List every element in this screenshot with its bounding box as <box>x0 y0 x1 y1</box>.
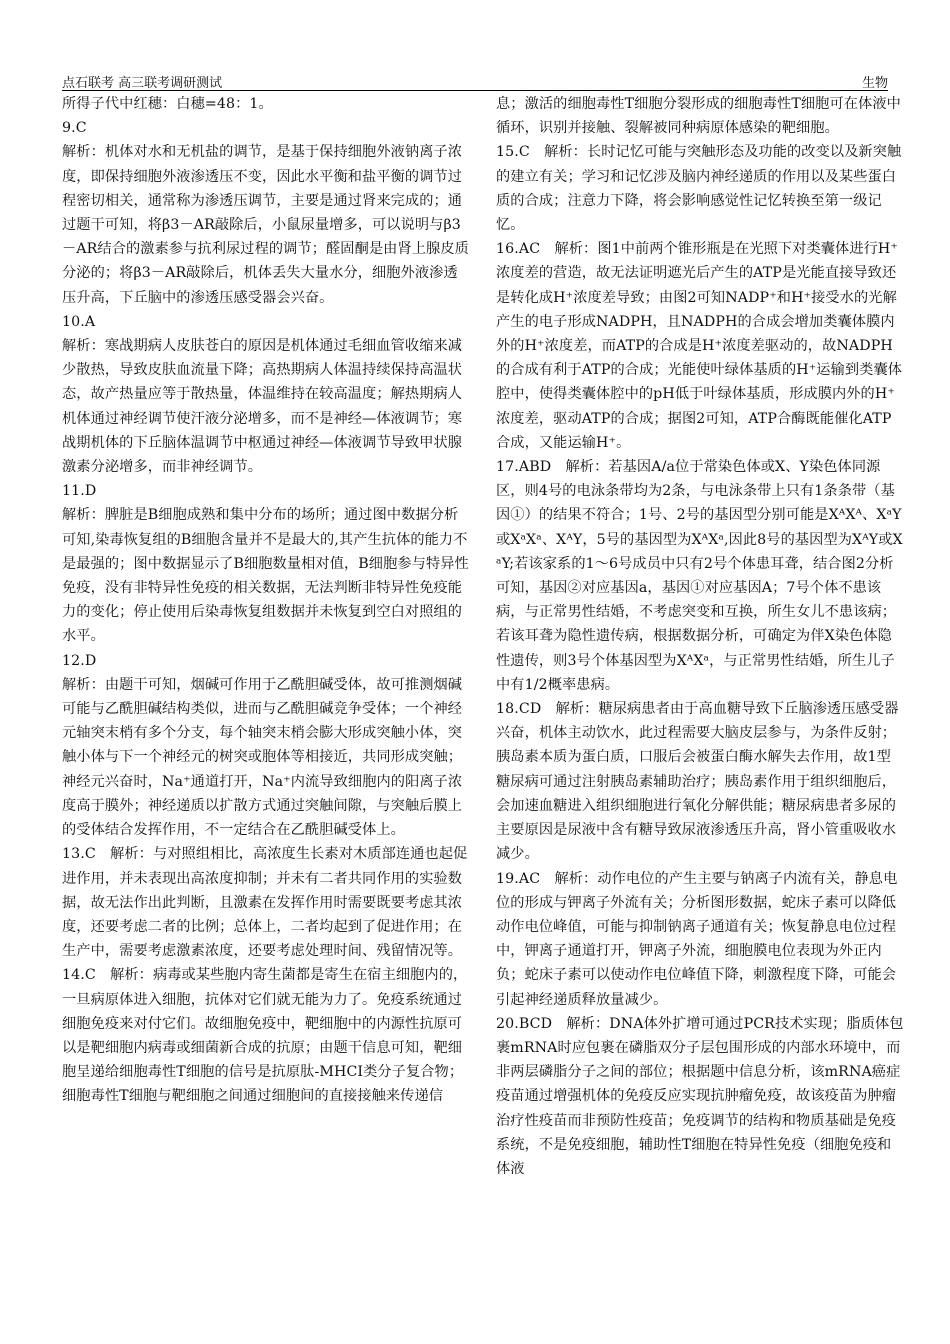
paragraph: 解析：机体对水和无机盐的调节，是基于保持细胞外液钠离子浓度，即保持细胞外液渗透压不变，因此水平衡和盐平衡的调节过程密切相关，通常称为渗透压调节，主要是通过肾来完成的；通过题干可知，将β3－AR敲除后，小鼠尿量增多，可以说明与β3－AR结合的激素参与抗利尿过程的调节；醛固酮是由肾上腺皮质分泌的；将β3－AR敲除后，机体丢失大量水分，细胞外液渗透压升高，下丘脑中的渗透压感受器会兴奋。 <box>62 144 469 306</box>
page-header <box>62 70 888 91</box>
paragraph: 20.BCD 解析：DNA体外扩增可通过PCR技术实现；脂质体包裹mRNA时应包裹在磷脂双分子层包围形成的内部水环境中，而非两层磷脂分子之间的部位；根据题中信息分析，该mRNA癌症疫苗通过增强机体的免疫反应实现抗肿瘤免疫，故该疫苗为肿瘤治疗性疫苗而非预防性疫苗；免疫调节的结构和物质基础是免疫系统，不是免疫细胞，辅助性T细胞在特异性免疫（细胞免疫和体液 <box>496 1015 904 1177</box>
paragraph: 19.AC 解析：动作电位的产生主要与钠离子内流有关，静息电位的形成与钾离子外流有关；分析图形数据，蛇床子素可以降低动作电位峰值，可能与抑制钠离子通道有关；恢复静息电位过程中，钾离子通道打开，钾离子外流，细胞膜电位表现为外正内负；蛇床子素可以使动作电位峰值下降，刺激程度下降，可能会引起神经递质释放量减少。 <box>496 870 898 1008</box>
paragraph: 解析：由题干可知，烟碱可作用于乙酰胆碱受体，故可推测烟碱可能与乙酰胆碱结构类似，进而与乙酰胆碱竞争受体；一个神经元轴突末梢有多个分支，每个轴突末梢会膨大形成突触小体，突触小体与下一个神经元的树突或胞体等相接近，共同形成突触；神经元兴奋时，Na⁺通道打开，Na⁺内流导致细胞内的阳离子浓度高于膜外；神经递质以扩散方式通过突触间隙，与突触后膜上的受体结合发挥作用，不一定结合在乙酰胆碱受体上。 <box>62 676 463 839</box>
paragraph: 16.AC 解析：图1中前两个锥形瓶是在光照下对类囊体进行H⁺浓度差的营造，故无法证明遮光后产生的ATP是光能直接导致还是转化成H⁺浓度差导致；由图2可知NADP⁺和H⁺接受水的光解产生的电子形成NADPH，且NADPH的合成会增加类囊体膜内外的H⁺浓度差，而ATP的合成是H⁺浓度差驱动的，故NADPH的合成有利于ATP的合成；光能使叶绿体基质的H⁺运输到类囊体腔中，使得类囊体腔中的pH低于叶绿体基质，形成膜内外的H⁺浓度差，驱动ATP的合成；据图2可知，ATP合酶既能催化ATP合成，又能运输H⁺。 <box>496 241 903 451</box>
paragraph: 15.C 解析：长时记忆可能与突触形态及功能的改变以及新突触的建立有关；学习和记忆涉及脑内神经递质的作用以及某些蛋白质的合成；注意力下降，将会影响感觉性记忆转换至第一级记忆。 <box>496 144 902 234</box>
paragraph: 18.CD 解析：糖尿病患者由于高血糖导致下丘脑渗透压感受器兴奋，机体主动饮水，此过程需要大脑皮层参与，为条件反射；胰岛素本质为蛋白质，口服后会被蛋白酶水解失去作用，故1型糖尿病可通过注射胰岛素辅助治疗；胰岛素作用于组织细胞后，会加速血糖进入组织细胞进行氧化分解供能；糖尿病患者多尿的主要原因是尿液中含有糖导致尿液渗透压升高，肾小管重吸收水减少。 <box>496 701 899 863</box>
answer-label: 11.D <box>62 483 97 500</box>
paragraph: 息；激活的细胞毒性T细胞分裂形成的细胞毒性T细胞可在体液中循环，识别并接触、裂解被同种病原体感染的靶细胞。 <box>496 96 901 137</box>
paragraph: 13.C 解析：与对照组相比，高浓度生长素对木质部连通也起促进作用，并未表现出高浓度抑制；并未有二者共同作用的实验数据，故无法作出此判断，且激素在发挥作用时需要既要考虑其浓度，还要考虑二者的比例；总体上，二者均起到了促进作用；在生产中，需要考虑激素浓度，还要考虑处理时间、残留情况等。 <box>62 846 468 960</box>
answer-label: 10.A <box>62 313 96 330</box>
left-column <box>62 92 470 1109</box>
paragraph: 所得子代中红穗：白穗=48：1。 <box>62 96 273 112</box>
answer-label: 9.C <box>62 120 87 137</box>
paragraph: 解析：寒战期病人皮肤苍白的原因是机体通过毛细血管收缩来减少散热，导致皮肤血流量下降；高热期病人体温持续保持高温状态，故产热量应等于散热量，体温维持在较高温度；解热期病人机体通过神经调节使汗液分泌增多，而不是神经—体液调节；寒战期机体的下丘脑体温调节中枢通过神经—体液调节导致甲状腺激素分泌增多，而非神经调节。 <box>62 338 463 476</box>
subject-label: 生物 <box>861 76 888 91</box>
paragraph: 解析：脾脏是B细胞成熟和集中分布的场所；通过图中数据分析可知,染毒恢复组的B细胞含量并不是最大的,其产生抗体的能力不是最强的；图中数据显示了B细胞数量相对值，B细胞参与特异性免疫，没有非特异性免疫的相关数据，无法判断非特异性免疫能力的变化；停止使用后染毒恢复组数据并未恢复到空白对照组的水平。 <box>62 507 469 645</box>
paragraph: 17.ABD 解析：若基因A/a位于常染色体或X、Y染色体同源区，则4号的电泳条带均为2条，与电泳条带上只有1条条带（基因①）的结果不符合；1号、2号的基因型分别可能是XᴬXᴬ、XᵃY或XᵃXᵃ、XᴬY，5号的基因型为XᴬXᵃ,因此8号的基因型为XᴬY或XᵃY;若该家系的1～6号成员中只有2号个体患耳聋，结合图2分析可知，基因②对应基因a，基因①对应基因A；7号个体不患该病，与正常男性结婚，不考虑突变和互换，所生女儿不患该病；若该耳聋为隐性遗传病，根据数据分析，可确定为伴X染色体隐性遗传，则3号个体基因型为XᴬXᵃ，与正常男性结婚，所生儿子中有1/2概率患病。 <box>496 459 903 693</box>
paragraph: 14.C 解析：病毒或某些胞内寄生菌都是寄生在宿主细胞内的，一旦病原体进入细胞，抗体对它们就无能为力了。免疫系统通过细胞免疫来对付它们。故细胞免疫中，靶细胞中的内源性抗原可以是靶细胞内病毒或细菌新合成的抗原；由题干信息可知，靶细胞呈递给细胞毒性T细胞的信号是抗原肽-MHCⅠ类分子复合物；细胞毒性T细胞与靶细胞之间通过细胞间的直接接触来传递信 <box>62 967 468 1105</box>
answer-label: 12.D <box>62 652 97 669</box>
exam-title: 点石联考 高三联考调研测试 <box>62 76 223 91</box>
right-column <box>496 92 904 1181</box>
